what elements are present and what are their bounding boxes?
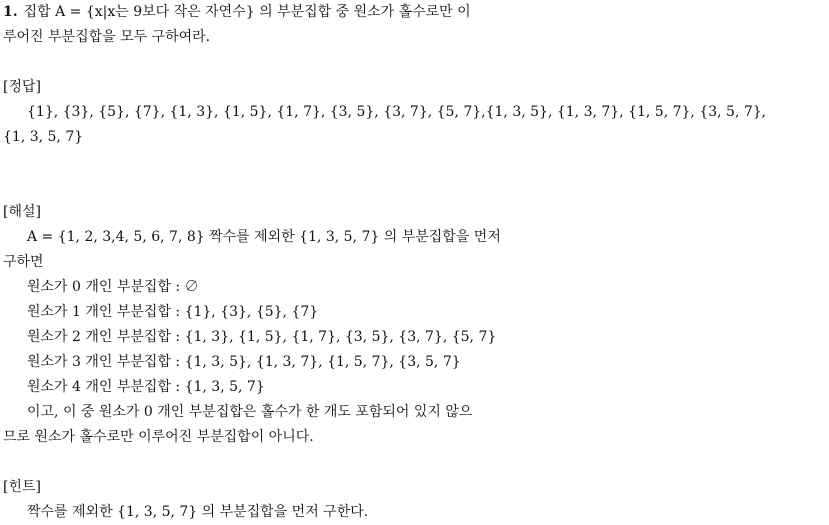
problem-number: 1.: [3, 4, 18, 20]
problem-text-1: 집합 A = {x|x는 9보다 작은 자연수} 의 부분집합 중 원소가 홀수로만 이: [23, 4, 471, 20]
spacer: [3, 175, 827, 200]
solution-item-2: 원소가 2 개인 부분집합 : {1, 3}, {1, 5}, {1, 7}, {3, 5}, {3, 7}, {5, 7}: [27, 329, 497, 345]
solution-item-1: 원소가 1 개인 부분집합 : {1}, {3}, {5}, {7}: [27, 304, 319, 320]
hint-section: [3, 475, 827, 525]
answer-line-1: {1}, {3}, {5}, {7}, {1, 3}, {1, 5}, {1, 7}, {3, 5}, {3, 7}, {5, 7},{1, 3, 5}, {1, 3, 7}, {1, 5, 7}, {3, 5, 7},: [27, 104, 767, 120]
problem-section: [3, 0, 827, 50]
spacer: [3, 150, 827, 175]
spacer: [3, 450, 827, 475]
spacer: [3, 50, 827, 75]
problem-line-2: 루어진 부분집합을 모두 구하여라.: [3, 29, 211, 45]
answer-heading: [정답]: [3, 79, 41, 95]
solution-heading: [해설]: [3, 204, 41, 220]
problem-line-1: [3, 0, 827, 25]
solution-item-4: 원소가 4 개인 부분집합 : {1, 3, 5, 7}: [27, 379, 265, 395]
answer-section: [3, 75, 827, 150]
solution-conclusion-1: 이고, 이 중 원소가 0 개인 부분집합은 홀수가 한 개도 포함되어 있지 않으: [27, 404, 473, 420]
solution-line-1: A = {1, 2, 3,4, 5, 6, 7, 8} 짝수를 제외한 {1, 3, 5, 7} 의 부분집합을 먼저: [27, 229, 501, 245]
document: [3, 0, 827, 525]
solution-line-2: 구하면: [3, 254, 44, 270]
hint-line-1: 짝수를 제외한 {1, 3, 5, 7} 의 부분집합을 먼저 구한다.: [27, 504, 369, 520]
solution-section: [3, 200, 827, 450]
solution-item-3: 원소가 3 개인 부분집합 : {1, 3, 5}, {1, 3, 7}, {1, 5, 7}, {3, 5, 7}: [27, 354, 461, 370]
solution-conclusion-2: 므로 원소가 홀수로만 이루어진 부분집합이 아니다.: [3, 429, 314, 445]
hint-heading: [힌트]: [3, 479, 41, 495]
solution-item-0: 원소가 0 개인 부분집합 : ∅: [27, 279, 199, 295]
answer-line-2: {1, 3, 5, 7}: [3, 129, 84, 145]
